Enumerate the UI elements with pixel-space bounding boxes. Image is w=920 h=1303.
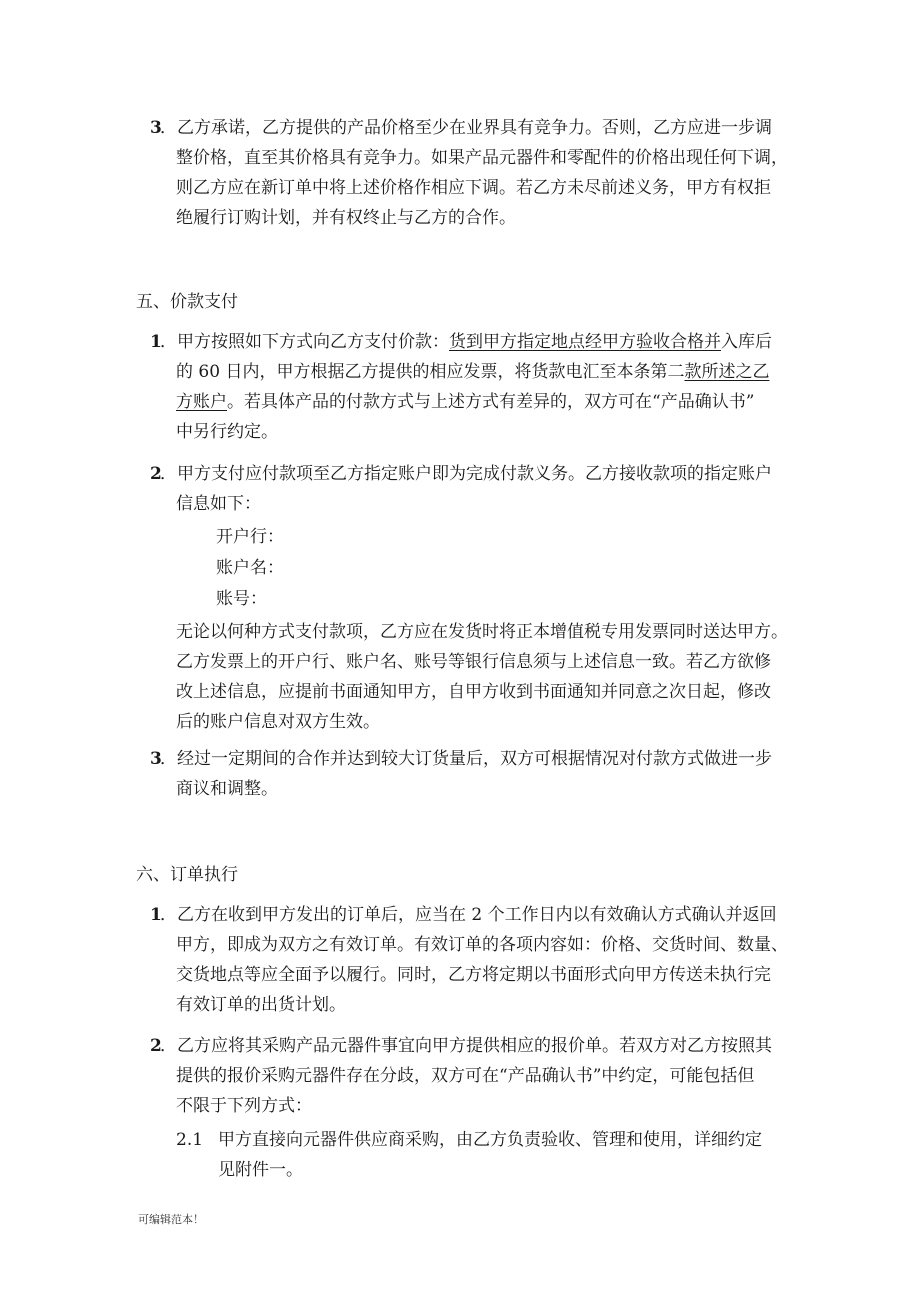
- paragraph-line: 不限于下列方式：: [176, 1096, 312, 1116]
- paragraph-line: 见附件一。: [218, 1160, 303, 1180]
- footer-note: 可编辑范本！: [138, 1213, 204, 1226]
- paragraph-line: 交货地点等应全面予以履行。同时，乙方将定期以书面形式向甲方传送未执行完: [176, 965, 771, 985]
- paragraph-line: ．经过一定期间的合作并达到较大订货量后，双方可根据情况对付款方式做进一步: [160, 749, 772, 769]
- account-number-label: 账号：: [216, 589, 267, 609]
- paragraph-line: ．乙方应将其采购产品元器件事宜向甲方提供相应的报价单。若双方对乙方按照其: [160, 1036, 772, 1056]
- paragraph-line: 中另行约定。: [176, 422, 278, 442]
- paragraph-line: 商议和调整。: [176, 779, 278, 799]
- text-span: 。若具体产品的付款方式与上述方式有差异的，双方可在“产品确认书”: [227, 392, 755, 412]
- paragraph-line: 后的账户信息对双方生效。: [176, 712, 380, 732]
- text-span: ．甲方按照如下方式向乙方支付价款：: [160, 332, 449, 352]
- underlined-text: 款所述之乙: [684, 362, 770, 382]
- paragraph-line: 信息如下：: [176, 494, 261, 514]
- paragraph-line: ．乙方在收到甲方发出的订单后，应当在 2 个工作日内以有效确认方式确认并返回: [160, 905, 777, 925]
- section-heading: 五、价款支付: [136, 292, 238, 312]
- item-number: 2: [150, 1036, 162, 1056]
- paragraph-line: [160, 330, 772, 354]
- item-number: 2: [150, 464, 162, 484]
- text-span: 入库后: [721, 332, 772, 352]
- paragraph-line: 改上述信息，应提前书面通知甲方，自甲方收到书面通知并同意之次日起，修改: [176, 682, 771, 702]
- underlined-text: 货到甲方指定地点经甲方验收合格并: [449, 332, 721, 352]
- paragraph-line: 绝履行订购计划，并有权终止与乙方的合作。: [176, 208, 516, 228]
- account-name-label: 账户名：: [216, 558, 284, 578]
- underlined-text: 方账户: [176, 392, 227, 412]
- paragraph-line: 提供的报价采购元器件存在分歧，双方可在“产品确认书”中约定，可能包括但: [176, 1066, 755, 1086]
- paragraph-line: [176, 390, 754, 414]
- paragraph-line: ．乙方承诺，乙方提供的产品价格至少在业界具有竞争力。否则，乙方应进一步调: [160, 118, 772, 138]
- paragraph-line: 甲方直接向元器件供应商采购，由乙方负责验收、管理和使用，详细约定: [218, 1130, 762, 1150]
- paragraph-line: 则乙方应在新订单中将上述价格作相应下调。若乙方未尽前述义务，甲方有权拒: [176, 178, 771, 198]
- subitem-number: 2.1: [176, 1130, 204, 1150]
- item-number: 1: [150, 332, 162, 352]
- bank-label: 开户行：: [216, 527, 284, 547]
- item-number: 3: [150, 749, 162, 769]
- paragraph-line: 整价格，直至其价格具有竞争力。如果产品元器件和零配件的价格出现任何下调，: [176, 148, 788, 168]
- paragraph-line: 无论以何种方式支付款项，乙方应在发货时将正本增值税专用发票同时送达甲方。: [176, 622, 788, 642]
- paragraph-line: 甲方，即成为双方之有效订单。有效订单的各项内容如：价格、交货时间、数量、: [176, 935, 788, 955]
- text-span: 的 60 日内，甲方根据乙方提供的相应发票，将货款电汇至本条第二: [176, 362, 685, 382]
- paragraph-line: 有效订单的出货计划。: [176, 995, 346, 1015]
- item-number: 1: [150, 905, 162, 925]
- paragraph-line: ．甲方支付应付款项至乙方指定账户即为完成付款义务。乙方接收款项的指定账户: [160, 464, 772, 484]
- item-number: 3: [150, 118, 162, 138]
- section-heading: 六、订单执行: [136, 865, 238, 885]
- paragraph-line: 乙方发票上的开户行、账户名、账号等银行信息须与上述信息一致。若乙方欲修: [176, 652, 771, 672]
- paragraph-line: [176, 360, 769, 384]
